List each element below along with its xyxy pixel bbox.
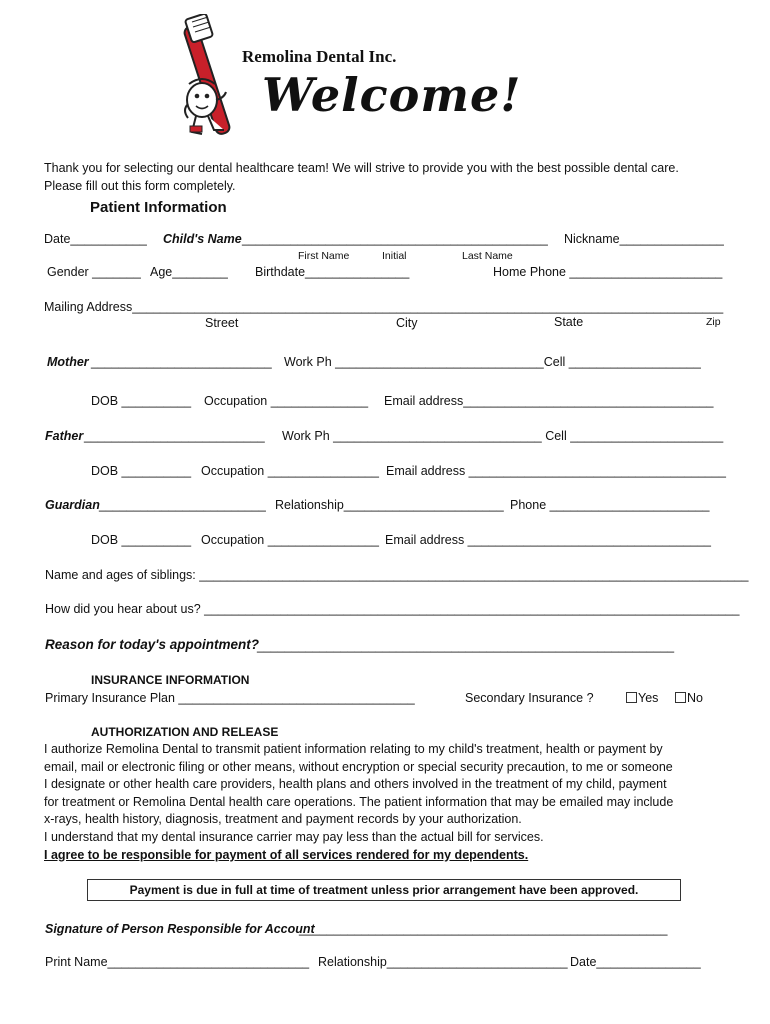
print-date-field[interactable]: Date_______________ [570, 955, 701, 969]
last-name-hint: Last Name [462, 250, 513, 262]
guardian-label: Guardian [45, 498, 100, 512]
father-label: Father [45, 429, 84, 443]
zip-hint: Zip [706, 316, 721, 328]
intro-line-1: Thank you for selecting our dental healthcare team! We will strive to provide you with the best possible dental care. [44, 161, 679, 175]
child-name-label: Child's Name [163, 232, 242, 246]
signature-label: Signature of Person Responsible for Account [45, 922, 315, 936]
agreement-statement: I agree to be responsible for payment of all services rendered for my dependents. [44, 847, 529, 862]
mother-work-cell-field[interactable]: Work Ph ______________________________Cell ___________________ [284, 355, 701, 369]
gender-field[interactable]: Gender _______ [47, 265, 141, 279]
father-email-field[interactable]: Email address _____________________________________ [386, 464, 726, 478]
guardian-email-field[interactable]: Email address ___________________________________ [385, 533, 711, 547]
insurance-heading: INSURANCE INFORMATION [91, 673, 250, 687]
authorization-line: email, mail or electronic filing or other means, without encryption or special security precaution, to me or someone [44, 759, 673, 774]
mother-email-field[interactable]: Email address____________________________________ [384, 394, 714, 408]
initial-hint: Initial [382, 250, 407, 262]
authorization-line: for treatment or Remolina Dental health care operations. The patient information that may be emailed may include [44, 794, 674, 809]
secondary-insurance-label: Secondary Insurance ? [465, 691, 594, 705]
authorization-heading: AUTHORIZATION AND RELEASE [91, 725, 279, 739]
mother-name-field[interactable]: __________________________ [91, 355, 272, 369]
father-occupation-field[interactable]: Occupation ________________ [201, 464, 379, 478]
no-label: No [687, 691, 703, 705]
city-hint: City [396, 316, 418, 330]
guardian-occupation-field[interactable]: Occupation ________________ [201, 533, 379, 547]
father-name-field[interactable]: __________________________ [84, 429, 265, 443]
reason-field[interactable]: ____________________________________________________________ [257, 639, 675, 653]
yes-checkbox[interactable] [626, 692, 658, 705]
authorization-line: I designate or other health care providers, health plans and others involved in the treatment of my child, payment [44, 777, 667, 792]
payment-notice: Payment is due in full at time of treatment unless prior arrangement have been approved. [87, 879, 681, 901]
mailing-address-field[interactable]: Mailing Address_____________________________________________________________________________________ [44, 300, 724, 314]
siblings-field[interactable]: Name and ages of siblings: _______________________________________________________________________________ [45, 568, 749, 582]
state-hint: State [554, 315, 584, 329]
father-work-cell-field[interactable]: Work Ph ______________________________ Cell ______________________ [282, 429, 724, 443]
reason-label: Reason for today's appointment? [45, 637, 259, 652]
mother-dob-field[interactable]: DOB __________ [91, 394, 192, 408]
authorization-line: x-rays, health history, diagnosis, treatment and payment records by your authorization. [44, 812, 522, 827]
primary-insurance-field[interactable]: Primary Insurance Plan __________________________________ [45, 691, 415, 705]
guardian-name-field[interactable]: ________________________ [99, 498, 266, 512]
mother-label: Mother [47, 355, 89, 369]
nickname-field[interactable]: Nickname_______________ [564, 232, 724, 246]
signature-field[interactable]: _____________________________________________________ [299, 922, 668, 936]
authorization-line: I authorize Remolina Dental to transmit patient information relating to my child's treatment, health or payment by [44, 742, 663, 756]
company-name: Remolina Dental Inc. [242, 47, 397, 66]
welcome-heading: Welcome! [262, 68, 522, 122]
print-name-field[interactable]: Print Name_____________________________ [45, 955, 310, 969]
yes-label: Yes [638, 691, 659, 705]
guardian-phone-field[interactable]: Phone _______________________ [510, 498, 710, 512]
street-hint: Street [205, 316, 239, 330]
intro-line-2: Please fill out this form completely. [44, 179, 236, 193]
first-name-hint: First Name [298, 250, 350, 262]
authorization-text [44, 741, 724, 864]
father-dob-field[interactable]: DOB __________ [91, 464, 192, 478]
child-name-field[interactable]: ____________________________________________ [242, 232, 548, 246]
section-title-patient: Patient Information [90, 199, 227, 216]
authorization-line: I understand that my dental insurance carrier may pay less than the actual bill for services. [44, 829, 544, 844]
no-checkbox[interactable] [675, 692, 703, 705]
guardian-relationship-field[interactable]: Relationship_______________________ [275, 498, 504, 512]
print-relationship-field[interactable]: Relationship__________________________ [318, 955, 568, 969]
home-phone-field[interactable]: Home Phone ______________________ [493, 265, 723, 279]
mother-occupation-field[interactable]: Occupation ______________ [204, 394, 369, 408]
mascot-logo [180, 14, 252, 142]
checkbox-icon [675, 692, 686, 703]
checkbox-icon [626, 692, 637, 703]
guardian-dob-field[interactable]: DOB __________ [91, 533, 192, 547]
age-field[interactable]: Age________ [150, 265, 228, 279]
birthdate-field[interactable]: Birthdate_______________ [255, 265, 410, 279]
date-field[interactable]: Date___________ [44, 232, 147, 246]
referral-field[interactable]: How did you hear about us? _____________________________________________________________________________ [45, 602, 740, 616]
